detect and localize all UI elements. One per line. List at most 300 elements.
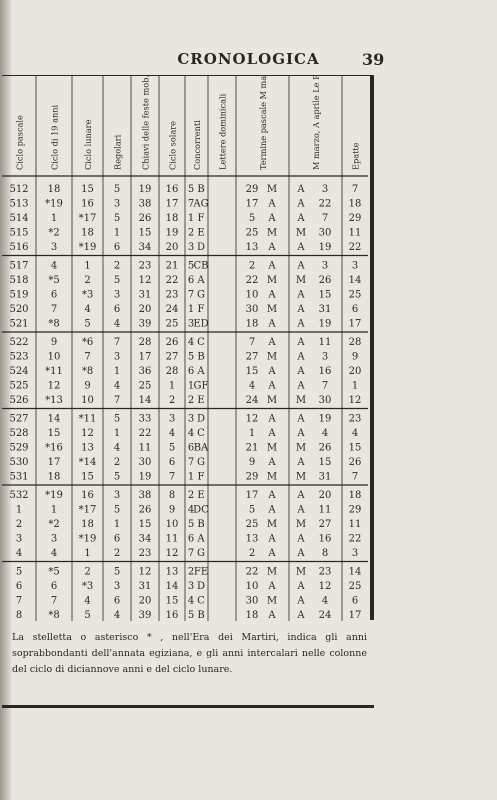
table-cell: 3 [113,198,121,210]
table-cell: 39 [138,318,152,330]
table-cell: B [197,184,205,195]
table-cell: 7 [113,337,121,348]
table-cell: 19 [165,227,179,239]
table-cell: DC [193,504,209,516]
table-cell: 3 [187,581,195,592]
table-cell: M [295,275,307,286]
table-cell: 14 [138,395,152,406]
table-cell: 2 [113,260,121,272]
table-cell: 4 [187,428,195,439]
table-cell: 28 [138,337,152,348]
table-cell: 525 [9,380,29,392]
table-cell: 5 [15,566,23,578]
table-cell: 27 [318,519,332,530]
page-number: 39 [362,50,385,69]
table-cell: 2 [168,395,176,406]
table-cell: 4 [248,380,256,392]
table-cell: 16 [165,610,179,621]
table-cell: AG [193,198,209,210]
table-cell: 22 [245,275,259,286]
table-cell: A [268,242,276,253]
table-cell: B [197,519,205,530]
table-cell: 22 [245,566,259,578]
table-cell: 24 [165,304,179,315]
table-cell: M [266,395,278,406]
table-cell: 22 [165,275,179,286]
table-cell: 11 [348,227,362,239]
table-cell: 8 [321,548,329,559]
table-cell: 12 [138,275,152,286]
table-cell: 521 [9,318,29,330]
table-cell: 517 [9,260,29,272]
table-cell: 3 [187,413,195,425]
table-cell: 20 [348,366,362,377]
table-cell: 15 [81,471,94,483]
table-cell: 5 [187,184,195,195]
table-cell: 18 [47,184,61,195]
table-cell: A [297,289,305,301]
table-cell: 17 [245,490,259,501]
table-cell: *17 [78,504,97,516]
table-cell: 5 [248,213,256,224]
table-cell: 1 [187,471,195,483]
table-cell: 25 [138,380,152,392]
table-cell: 16 [81,490,94,501]
table-cell: 7 [187,548,195,559]
table-cell: 16 [81,198,94,210]
table-cell: 6 [50,289,58,301]
table-cell: 15 [81,184,94,195]
table-cell: 1 [187,304,195,315]
table-cell: 14 [348,566,362,578]
table-cell: M [266,351,278,363]
table-cell: 29 [245,184,259,195]
table-cell: 2 [187,490,195,501]
table-cell: A [268,548,276,559]
table-cell: 7 [168,471,176,483]
table-cell: 18 [348,198,362,210]
table-cell: 29 [245,471,259,483]
table-cell: C [197,337,205,348]
table-cell: *11 [78,413,97,425]
table-cell: A [268,533,276,545]
table-cell: 19 [318,318,332,330]
table-cell: *5 [48,566,60,578]
table-cell: 7 [351,184,359,195]
column-header: Termine pascale M marzo, A aprile [258,76,268,170]
table-cell: 24 [318,610,332,621]
table-cell: M [266,227,278,239]
table-cell: 5 [168,442,176,454]
table-cell: 23 [165,289,179,301]
table-cell: 29 [348,213,362,224]
table-cell: 5 [113,184,121,195]
table-cell: A [297,184,305,195]
table-cell: 14 [348,275,362,286]
table-cell: 38 [138,490,152,501]
table-cell: *8 [48,318,60,330]
table-cell: 14 [165,581,179,592]
table-cell: 4 [187,337,195,348]
table-cell: A [268,581,276,592]
table-cell: 13 [81,442,94,454]
table-cell: A [297,318,305,330]
table-cell: 1 [113,227,121,239]
table-cell: A [297,242,305,253]
table-cell: 8 [168,490,176,501]
column-header: Regolari [112,134,123,170]
table-cell: 10 [245,581,259,592]
table-cell: 528 [9,428,29,439]
table-cell: FE [193,566,209,578]
table-cell: *3 [81,581,94,592]
table-cell: 24 [245,395,259,406]
table-cell: 17 [348,610,362,621]
table-cell: M [295,442,307,454]
table-cell: M [266,566,278,578]
table-cell: A [297,260,305,272]
table-cell: 15 [47,428,61,439]
column-header: Chiavi delle feste mob. [140,76,151,170]
table-cell: 524 [9,366,29,377]
table-cell: 1 [168,380,176,392]
table-cell: A [297,198,305,210]
table-cell: 30 [245,304,259,315]
table-cell: 2 [187,566,195,578]
table-cell: 1 [84,260,91,272]
table-cell: D [196,581,206,592]
table-cell: 38 [138,198,152,210]
table-cell: 519 [9,289,29,301]
table-cell: 5 [113,504,121,516]
table-cell: B [197,351,205,363]
table-cell: 3 [351,548,359,559]
table-cell: 11 [318,337,332,348]
table-cell: 30 [138,457,152,468]
table-cell: 520 [9,304,29,315]
table-cell: 11 [348,519,362,530]
table-cell: 4 [84,595,91,607]
table-cell: A [297,380,305,392]
column-header: Lettere dominicali [217,93,228,170]
table-cell: G [197,548,205,559]
table-cell: 16 [318,533,332,545]
table-cell: 7 [321,213,329,224]
table-cell: 3 [321,351,329,363]
table-cell: 3 [321,260,329,272]
table-cell: M [266,595,278,607]
table-cell: 17 [165,198,179,210]
table-cell: F [197,471,205,483]
table-cell: 5 [187,351,195,363]
table-cell: 15 [318,289,332,301]
table-cell: 15 [138,227,152,239]
table-cell: 4 [84,304,91,315]
table-cell: 28 [165,366,179,377]
table-cell: A [197,275,205,286]
table-cell: 7 [15,595,23,607]
table-cell: M [266,519,278,530]
table-cell: 31 [138,289,152,301]
table-cell: A [268,318,276,330]
table-cell: 25 [245,227,259,239]
table-cell: 3 [50,533,58,545]
table-cell: 2 [84,566,91,578]
table-cell: 522 [9,337,29,348]
table-cell: 9 [168,504,176,516]
table-cell: A [297,366,305,377]
table-cell: M [295,519,307,530]
table-cell: 15 [348,442,362,454]
table-cell: 4 [351,428,359,439]
table-cell: 12 [138,566,152,578]
table-cell: 30 [245,595,259,607]
table-cell: 2 [113,457,121,468]
table-cell: 17 [47,457,61,468]
table-cell: *6 [81,337,94,348]
table-cell: 8 [15,610,23,621]
table-cell: 3 [351,260,359,272]
table-cell: 4 [168,428,176,439]
table-cell: *19 [45,198,63,210]
table-cell: M [266,471,278,483]
table-cell: M [266,275,278,286]
table-cell: 6 [187,442,195,454]
table-cell: 4 [321,595,329,607]
table-cell: 3 [168,413,176,425]
table-cell: A [297,213,305,224]
table-cell: 526 [9,395,29,406]
table-cell: 1 [50,213,58,224]
footnote: La stelletta o asterisco * , nell'Era dei Martiri, indica gli anni soprabbondanti dell'annata egiziana, e gli anni intercalari nelle colonne del ciclo di diciannove anni e del ciclo lunare. [12,632,367,675]
table-cell: 2 [248,548,256,559]
table-cell: 19 [138,471,152,483]
table-cell: 27 [245,351,259,363]
table-cell: M [295,227,307,239]
table-cell: A [297,304,305,315]
table-cell: 16 [318,366,332,377]
table-cell: 6 [187,366,195,377]
table-cell: 5 [84,610,91,621]
table-cell: *2 [48,519,60,530]
table-cell: A [297,428,305,439]
table-cell: 19 [318,413,332,425]
table-cell: M [295,566,307,578]
table-cell: 31 [318,304,332,315]
table-cell: 3 [50,242,58,253]
table-cell: 19 [138,184,152,195]
table-cell: 25 [245,519,259,530]
table-cell: 11 [138,442,152,454]
table-cell: C [197,428,205,439]
table-cell: A [268,380,276,392]
table-cell: 18 [47,471,61,483]
table-cell: CB [193,260,209,272]
table-cell: A [297,504,305,516]
table-cell: 22 [318,198,332,210]
table-cell: 530 [9,457,29,468]
table-cell: M [266,442,278,454]
column-header: Ciclo di 19 anni [49,104,60,170]
table-cell: A [297,490,305,501]
table-cell: 23 [138,548,152,559]
table-cell: 34 [138,533,152,545]
page-title: CRONOLOGICA [177,50,320,68]
table-cell: 5 [187,260,195,272]
table-cell: 7 [113,395,121,406]
table-cell: ED [193,318,209,330]
table-cell: *19 [78,242,97,253]
table-cell: 30 [318,227,332,239]
table-cell: 33 [138,413,152,425]
table-cell: A [268,504,276,516]
table-cell: A [268,610,276,621]
table-cell: F [197,213,205,224]
table-cell: 3 [113,490,121,501]
table-cell: 516 [9,242,29,253]
table-cell: 11 [318,504,332,516]
table-cell: 15 [138,519,152,530]
chronology-table-grid [2,76,368,621]
table-cell: 6 [187,275,195,286]
table-cell: A [297,337,305,348]
table-cell: 26 [318,442,332,454]
table-cell: A [268,337,276,348]
table-cell: 25 [348,289,362,301]
table-cell: 12 [81,428,94,439]
table-cell: A [268,413,276,425]
table-cell: 532 [9,490,29,501]
table-cell: *8 [81,366,94,377]
table-cell: 2 [187,395,195,406]
table-cell: 22 [348,533,362,545]
table-cell: 10 [165,519,179,530]
table-cell: 18 [348,490,362,501]
table-cell: 17 [245,198,259,210]
table-cell: 4 [187,595,195,607]
table-cell: 527 [9,413,29,425]
table-cell: *8 [48,610,60,621]
column-header: Concorrenti [192,120,202,170]
table-cell: 4 [15,548,23,559]
table-cell: D [196,413,206,425]
table-cell: A [297,457,305,468]
table-cell: 5 [113,275,121,286]
table-cell: 2 [187,227,195,239]
column-header: M marzo, A aprile Le Pasque [311,76,321,170]
table-cell: 13 [245,533,259,545]
table-cell: A [268,289,276,301]
table-cell: A [297,595,305,607]
table-cell: 22 [138,428,152,439]
table-cell: 6 [187,533,195,545]
table-cell: D [196,242,206,253]
table-cell: G [197,457,205,468]
table-cell: 9 [84,380,91,392]
table-cell: 21 [245,442,259,454]
table-cell: BA [193,442,209,454]
table-cell: A [297,548,305,559]
table-cell: 18 [245,610,259,621]
table-cell: *13 [45,395,63,406]
table-cell: 17 [138,351,152,363]
table-cell: 7 [84,351,91,363]
table-cell: 5 [187,519,195,530]
table-cell: 23 [318,566,332,578]
table-cell: 17 [348,318,362,330]
table-cell: 20 [318,490,332,501]
table-cell: A [297,351,305,363]
table-cell: GF [193,380,209,392]
table-cell: F [197,304,205,315]
table-cell: 15 [318,457,332,468]
table-cell: 1 [113,519,121,530]
table-cell: M [266,184,278,195]
table-cell: 1 [187,213,195,224]
table-cell: 26 [138,504,152,516]
table-cell: 6 [351,595,359,607]
column-header: Ciclo pascale [14,115,25,170]
table-cell: 2 [248,260,256,272]
table-cell: 3 [321,184,329,195]
table-cell: 14 [47,413,61,425]
table-cell: 20 [138,595,152,607]
table-cell: 29 [348,504,362,516]
table-cell: 4 [113,380,121,392]
table-cell: 1 [15,504,23,516]
table-cell: A [268,260,276,272]
table-cell: 4 [50,260,58,272]
table-cell: 2 [15,519,23,530]
table-cell: 31 [318,471,332,483]
table-cell: 10 [47,351,61,363]
table-cell: 12 [245,413,259,425]
table-cell: 26 [318,275,332,286]
table-cell: 6 [113,595,121,607]
table-cell: 23 [138,260,152,272]
table-cell: *3 [81,289,94,301]
table-cell: 7 [248,337,256,348]
table-cell: 7 [50,595,58,607]
table-cell: 1 [187,380,195,392]
table-cell: 2 [84,275,91,286]
table-cell: A [268,198,276,210]
column-header: Epatte [350,142,361,170]
table-cell: *14 [78,457,97,468]
table-cell: 26 [165,337,179,348]
table-cell: 9 [50,337,58,348]
table-cell: 6 [15,581,23,592]
table-cell: 6 [113,304,121,315]
table-cell: *2 [48,227,60,239]
table-cell: 27 [165,351,179,363]
table-cell: 3 [187,242,195,253]
table-cell: 1 [113,428,121,439]
table-cell: A [297,413,305,425]
table-cell: *11 [45,366,63,377]
table-cell: 512 [9,184,29,195]
table-cell: 4 [113,442,121,454]
table-cell: G [197,289,205,301]
table-cell: M [295,395,307,406]
table-cell: 9 [351,351,359,363]
table-cell: 4 [187,504,195,516]
chronology-table [2,75,374,620]
bottom-rule [2,705,374,708]
table-cell: 5 [113,566,121,578]
table-cell: 18 [81,519,94,530]
table-cell: 34 [138,242,152,253]
